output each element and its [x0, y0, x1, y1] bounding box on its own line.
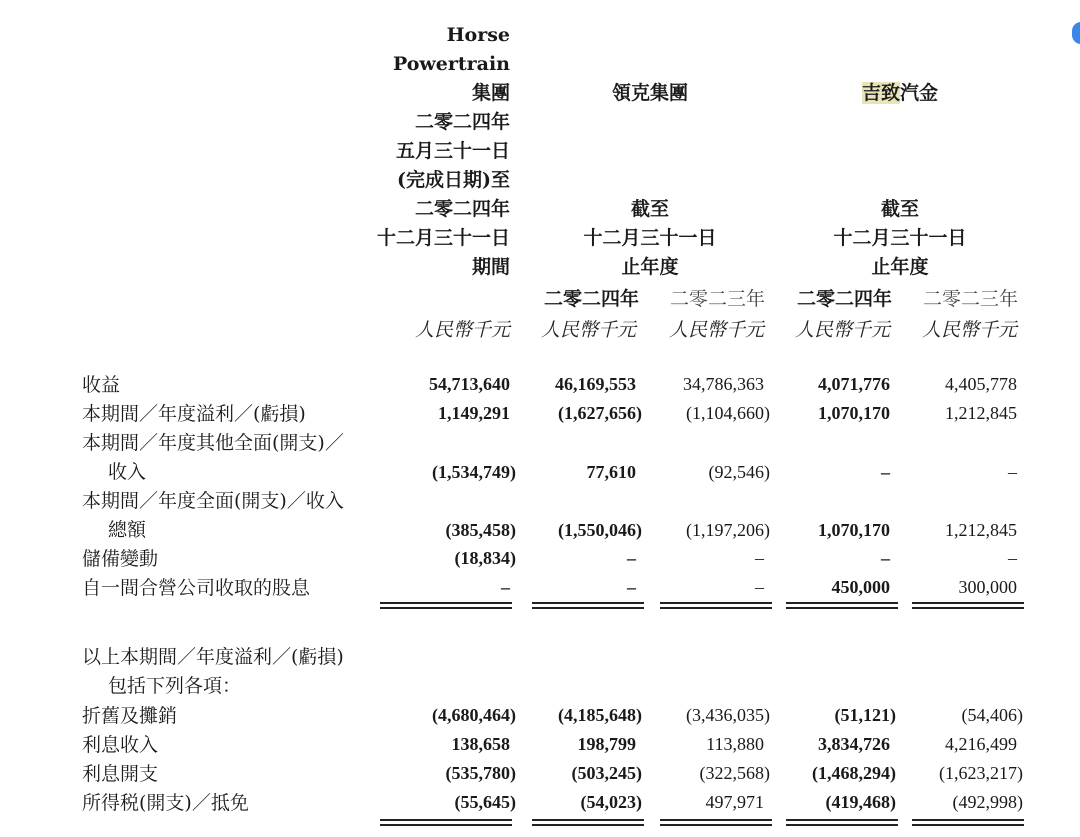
double-rule — [660, 824, 772, 826]
double-rule — [912, 602, 1024, 604]
unit-col-3: 人民幣千元 — [668, 319, 764, 341]
row-depreciation-value: (54,406) — [961, 705, 1023, 725]
row-reserve-value: (18,834) — [454, 548, 516, 568]
double-rule — [660, 602, 772, 604]
row-interest-expense-value: (322,568) — [699, 763, 770, 783]
row-interest-expense-value: (1,623,217) — [939, 763, 1023, 783]
double-rule — [380, 824, 512, 826]
row-total-ci-value: (385,458) — [445, 520, 516, 540]
row-total-ci-value: 1,070,170 — [818, 520, 890, 540]
double-rule — [912, 607, 1024, 609]
row-profit-value: 1,070,170 — [818, 403, 890, 423]
horse-period-line-3: (完成日期)至 — [397, 169, 510, 191]
row-depreciation-label: 折舊及攤銷 — [82, 705, 178, 727]
geely-period-line-2: 十二月三十一日 — [833, 227, 967, 249]
double-rule — [660, 819, 772, 821]
row-depreciation-value: (4,680,464) — [432, 705, 516, 725]
row-income-tax-value: 497,971 — [705, 792, 764, 812]
geely-period-line-1: 截至 — [880, 198, 919, 220]
lynk-year-2023: 二零二三年 — [670, 288, 766, 310]
row-revenue-label: 收益 — [82, 374, 121, 396]
row-interest-expense-value: (1,468,294) — [812, 763, 896, 783]
unit-col-1: 人民幣千元 — [414, 319, 510, 341]
geely-year-2023: 二零二三年 — [923, 288, 1019, 310]
row-revenue-value: 4,405,778 — [945, 374, 1017, 394]
row-interest-expense-label: 利息開支 — [82, 763, 159, 785]
double-rule — [786, 824, 898, 826]
double-rule — [532, 824, 644, 826]
row-reserve-label: 儲備變動 — [82, 548, 159, 570]
double-rule — [912, 819, 1024, 821]
lynk-period-line-2: 十二月三十一日 — [583, 227, 717, 249]
horse-period-line-5: 十二月三十一日 — [376, 227, 510, 249]
row-reserve-value: – — [627, 548, 636, 568]
double-rule — [380, 819, 512, 821]
row-reserve-value: – — [755, 548, 764, 568]
row-interest-expense-value: (503,245) — [571, 763, 642, 783]
horse-period-line-1: 二零二四年 — [414, 111, 510, 133]
lynk-title: 領克集團 — [611, 82, 688, 104]
horse-header — [377, 21, 510, 282]
row-depreciation-value: (4,185,648) — [558, 705, 642, 725]
row-depreciation-value: (3,436,035) — [686, 705, 770, 725]
row-reserve-value: – — [1008, 548, 1017, 568]
row-total-ci-label-1: 本期間／年度全面(開支)／收入 — [82, 490, 344, 512]
row-profit-label: 本期間／年度溢利／(虧損) — [82, 403, 306, 425]
row-income-tax-value: (419,468) — [825, 792, 896, 812]
double-rule — [532, 819, 644, 821]
row-revenue-value: 54,713,640 — [429, 374, 510, 394]
lynk-year-2024: 二零二四年 — [544, 288, 640, 310]
lynk-period-line-1: 截至 — [630, 198, 669, 220]
row-dividend-value: – — [627, 577, 636, 597]
double-rule — [912, 824, 1024, 826]
double-rule — [380, 602, 512, 604]
row-total-ci-value: (1,197,206) — [686, 520, 770, 540]
row-dividend-value: 300,000 — [958, 577, 1017, 597]
geely-title — [810, 79, 990, 108]
double-rule — [660, 607, 772, 609]
lynk-period-line-3: 止年度 — [621, 256, 679, 278]
unit-col-5: 人民幣千元 — [921, 319, 1017, 341]
row-oci-label-1: 本期間／年度其他全面(開支)／ — [82, 432, 344, 454]
unit-col-4: 人民幣千元 — [794, 319, 890, 341]
row-profit-value: (1,627,656) — [558, 403, 642, 423]
row-profit-value: (1,104,660) — [686, 403, 770, 423]
row-depreciation-value: (51,121) — [834, 705, 896, 725]
double-rule — [786, 602, 898, 604]
double-rule — [786, 819, 898, 821]
row-interest-income-value: 4,216,499 — [945, 734, 1017, 754]
row-revenue-value: 34,786,363 — [683, 374, 764, 394]
geely-year-2024: 二零二四年 — [797, 288, 893, 310]
row-total-ci-label-2: 總額 — [108, 519, 147, 541]
row-total-ci-value: 1,212,845 — [945, 520, 1017, 540]
row-income-tax-value: (492,998) — [952, 792, 1023, 812]
unit-col-2: 人民幣千元 — [540, 319, 636, 341]
horse-title-line-2: Powertrain — [392, 53, 510, 75]
lynk-period — [540, 195, 760, 282]
row-revenue-value: 4,071,776 — [818, 374, 890, 394]
row-oci-value: 77,610 — [586, 462, 636, 482]
geely-period — [790, 195, 1010, 282]
row-oci-value: (1,534,749) — [432, 462, 516, 482]
row-profit-value: 1,149,291 — [438, 403, 510, 423]
row-interest-expense-value: (535,780) — [445, 763, 516, 783]
row-dividend-label: 自一間合營公司收取的股息 — [82, 577, 311, 599]
row-income-tax-label: 所得税(開支)／抵免 — [82, 792, 249, 814]
geely-period-line-3: 止年度 — [871, 256, 929, 278]
row-dividend-value: 450,000 — [831, 577, 890, 597]
row-oci-value: – — [1008, 462, 1017, 482]
section2-heading-2: 包括下列各項： — [108, 675, 242, 697]
horse-period-line-2: 五月三十一日 — [395, 140, 510, 162]
row-interest-income-label: 利息收入 — [82, 734, 159, 756]
row-interest-income-value: 3,834,726 — [818, 734, 890, 754]
horse-title-line-1: Horse — [446, 24, 510, 46]
row-income-tax-value: (54,023) — [580, 792, 642, 812]
horse-period-line-6: 期間 — [471, 256, 510, 278]
row-interest-income-value: 198,799 — [577, 734, 636, 754]
row-revenue-value: 46,169,553 — [555, 374, 636, 394]
row-oci-value: (92,546) — [708, 462, 770, 482]
horse-title-line-3: 集團 — [471, 82, 510, 104]
geely-title-rest: 汽金 — [900, 82, 939, 104]
row-total-ci-value: (1,550,046) — [558, 520, 642, 540]
double-rule — [532, 607, 644, 609]
row-oci-label-2: 收入 — [108, 461, 147, 483]
row-reserve-value: – — [881, 548, 890, 568]
horse-period-line-4: 二零二四年 — [414, 198, 510, 220]
row-dividend-value: – — [755, 577, 764, 597]
row-profit-value: 1,212,845 — [945, 403, 1017, 423]
row-dividend-value: – — [501, 577, 510, 597]
row-oci-value: – — [881, 462, 890, 482]
geely-title-highlighted: 吉致 — [861, 82, 900, 104]
row-interest-income-value: 138,658 — [451, 734, 510, 754]
row-interest-income-value: 113,880 — [706, 734, 764, 754]
double-rule — [380, 607, 512, 609]
double-rule — [786, 607, 898, 609]
double-rule — [532, 602, 644, 604]
side-panel-toggle-icon[interactable] — [1072, 22, 1080, 44]
row-income-tax-value: (55,645) — [454, 792, 516, 812]
section2-heading-1: 以上本期間／年度溢利／(虧損) — [82, 646, 344, 668]
